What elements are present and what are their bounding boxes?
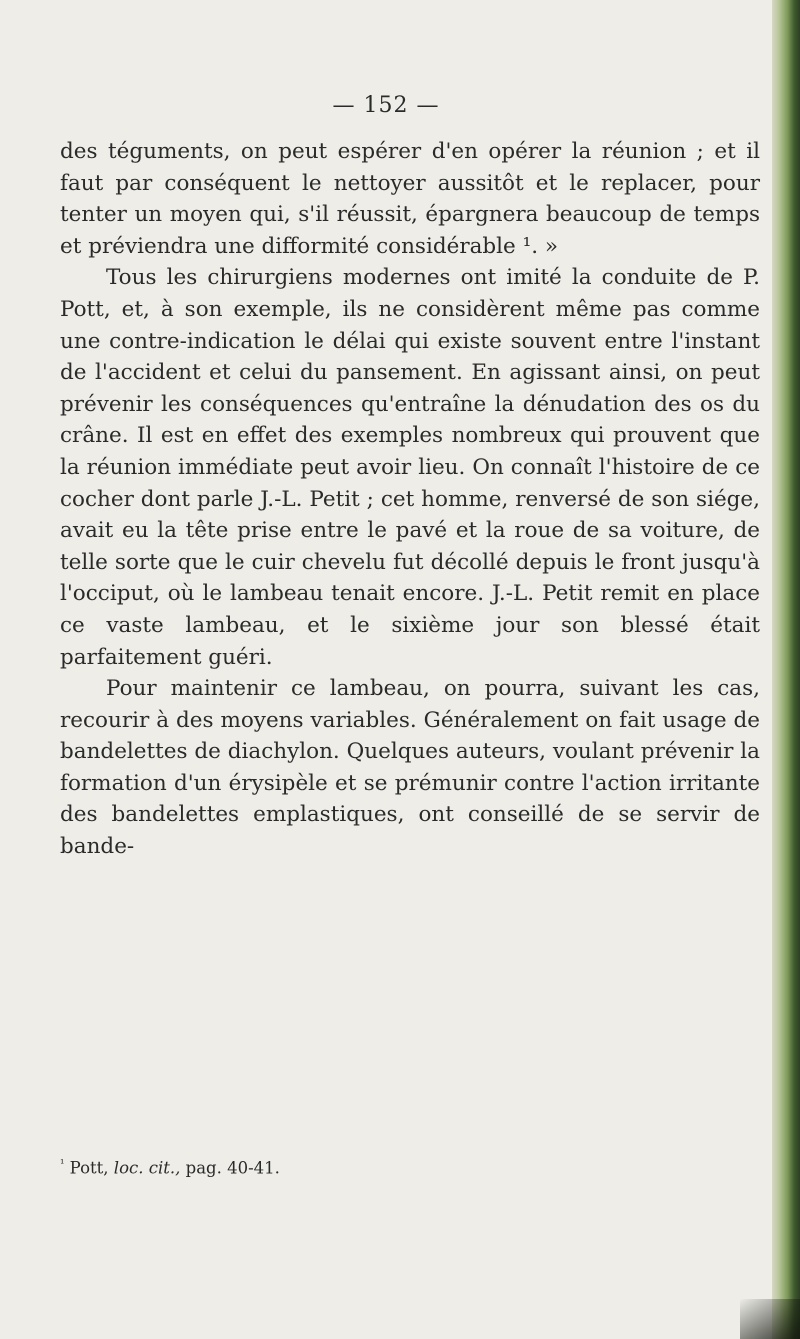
footnote-author: Pott,: [69, 1158, 109, 1178]
paragraph-2: Tous les chirurgiens modernes ont imité la conduite de P. Pott, et, à son exemple, ils ne considèrent même pas comme une contre-indication le délai qui existe souvent entre l'instant de l'accident et celui du pansement. En agissant ainsi, on peut prévenir les conséquences qu'entraîne la dénudation des os du crâne. Il est en effet des exemples nombreux qui prouvent que la réunion immédiate peut avoir lieu. On connaît l'histoire de ce cocher dont parle J.-L. Petit ; cet homme, renversé de son siége, avait eu la tête prise entre le pavé et la roue de sa voiture, de telle sorte que le cuir chevelu fut décollé depuis le front jusqu'à l'occiput, où le lambeau tenait encore. J.-L. Petit remit en place ce vaste lambeau, et le sixième jour son blessé était parfaitement guéri.: [60, 265, 760, 670]
footnote-reference: pag. 40-41.: [185, 1158, 280, 1178]
book-binding-edge: [772, 0, 800, 1339]
paragraph-3: Pour maintenir ce lambeau, on pourra, suivant les cas, recourir à des moyens variables. Généralement on fait usage de bandelettes de diachylon. Quelques auteurs, voulant prévenir la formation d'un érysipèle et se prémunir contre l'action irritante des bandelettes emplastiques, ont conseillé de se servir de bande-: [60, 676, 760, 860]
body-text: [60, 136, 760, 863]
page-number: — 152 —: [332, 93, 440, 118]
paragraph-1: des téguments, on peut espérer d'en opérer la réunion ; et il faut par conséquent le nettoyer aussitôt et le replacer, pour tenter un moyen qui, s'il réussit, épargnera beaucoup de temps et préviendra une difformité considérable ¹. »: [60, 139, 760, 259]
footnote: [60, 1153, 760, 1180]
footnote-abbreviation: loc. cit.,: [113, 1158, 181, 1178]
binding-shadow: [740, 1299, 800, 1339]
footnote-marker: ¹: [60, 1157, 65, 1170]
